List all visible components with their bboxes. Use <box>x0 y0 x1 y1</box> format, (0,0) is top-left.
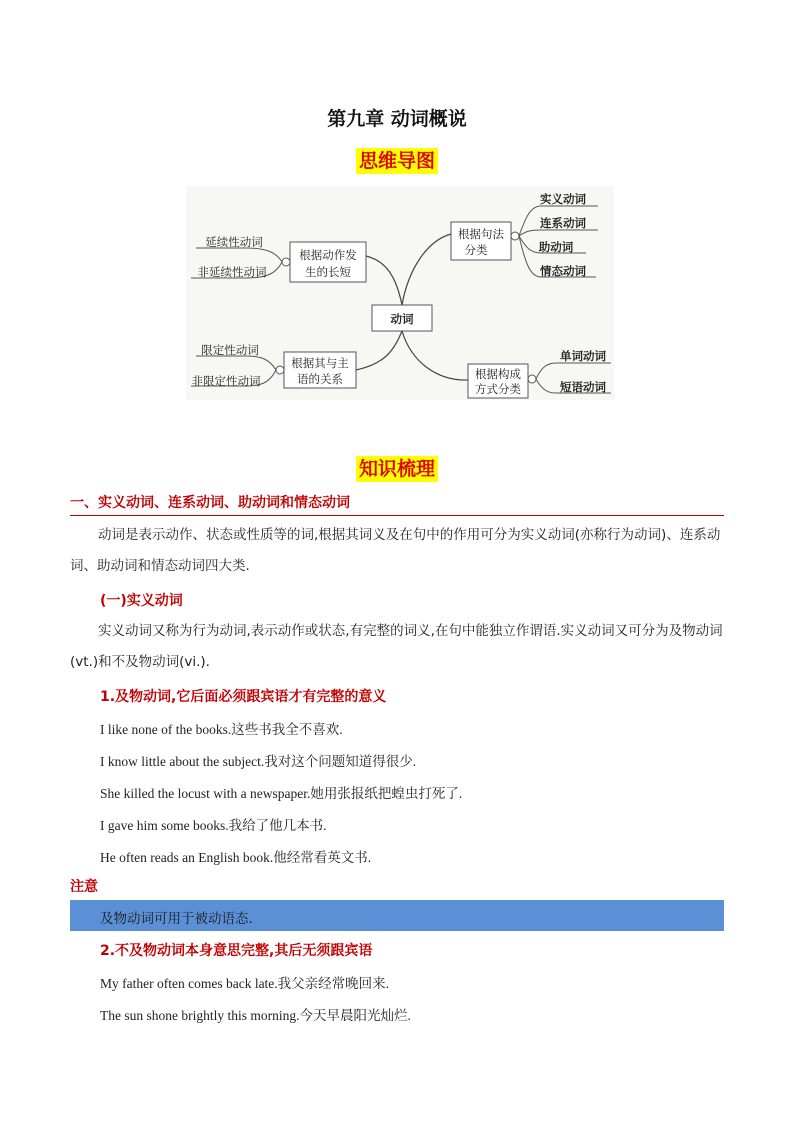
leaf-modal-verb: 情态动词 <box>540 264 586 278</box>
example-sentence: She killed the locust with a newspaper.她用张报纸把蝗虫打死了. <box>100 786 463 801</box>
leaf-auxiliary-verb: 助动词 <box>538 240 574 254</box>
knowledge-heading-text: 知识梳理 <box>356 456 438 482</box>
branch-right-top-line1: 根据句法 <box>458 227 504 241</box>
mindmap-heading <box>0 146 794 173</box>
subsection-paragraph: 实义动词又称为行为动词,表示动作或状态,有完整的词义,在句中能独立作谓语.实义动词又可分为及物动词(vt.)和不及物动词(vi.). <box>70 623 723 670</box>
leaf-linking-verb: 连系动词 <box>540 216 586 230</box>
example-sentence: The sun shone brightly this morning.今天早晨阳光灿烂. <box>100 1008 411 1023</box>
note-text: 及物动词可用于被动语态. <box>100 911 253 927</box>
point-title-transitive: 1.及物动词,它后面必须跟宾语才有完整的意义 <box>100 689 387 705</box>
branch-right-bottom-line2: 方式分类 <box>475 382 521 396</box>
branch-left-bottom-line1: 根据其与主 <box>291 356 349 370</box>
example-sentence: I know little about the subject.我对这个问题知道得很少. <box>100 754 417 769</box>
point-title-intransitive: 2.不及物动词本身意思完整,其后无须跟宾语 <box>100 943 373 959</box>
leaf-continuous-verb: 延续性动词 <box>205 235 263 249</box>
branch-left-top-line1: 根据动作发 <box>299 248 357 262</box>
leaf-notional-verb: 实义动词 <box>540 192 586 206</box>
center-label: 动词 <box>390 312 414 326</box>
branch-right-top-line2: 分类 <box>464 243 488 257</box>
leaf-noncontinuous-verb: 非延续性动词 <box>197 265 267 279</box>
branch-right-bottom-line1: 根据构成 <box>475 367 521 381</box>
leaf-single-word-verb: 单词动词 <box>560 349 606 363</box>
leaf-phrasal-verb: 短语动词 <box>560 380 606 394</box>
example-sentence: He often reads an English book.他经常看英文书. <box>100 850 372 865</box>
mindmap-heading-text: 思维导图 <box>356 148 438 174</box>
example-sentence: I gave him some books.我给了他几本书. <box>100 818 327 833</box>
branch-left-top-line2: 生的长短 <box>305 265 351 279</box>
example-sentence: My father often comes back late.我父亲经常晚回来. <box>100 976 390 991</box>
mind-map-diagram <box>186 186 614 400</box>
section-heading <box>70 492 724 516</box>
note-box <box>70 900 724 931</box>
branch-left-bottom-line2: 语的关系 <box>297 372 343 386</box>
intro-paragraph: 动词是表示动作、状态或性质等的词,根据其词义及在句中的作用可分为实义动词(亦称行为动词)、连系动词、助动词和情态动词四大类. <box>70 527 721 574</box>
example-sentence: I like none of the books.这些书我全不喜欢. <box>100 722 343 737</box>
section-heading-text: 一、实义动词、连系动词、助动词和情态动词 <box>70 495 350 511</box>
leaf-finite-verb: 限定性动词 <box>201 343 259 357</box>
note-label: 注意 <box>70 879 98 895</box>
chapter-title: 第九章 动词概说 <box>327 108 467 130</box>
knowledge-heading <box>0 454 794 481</box>
subsection-title: (一)实义动词 <box>100 593 183 609</box>
leaf-nonfinite-verb: 非限定性动词 <box>191 374 261 388</box>
